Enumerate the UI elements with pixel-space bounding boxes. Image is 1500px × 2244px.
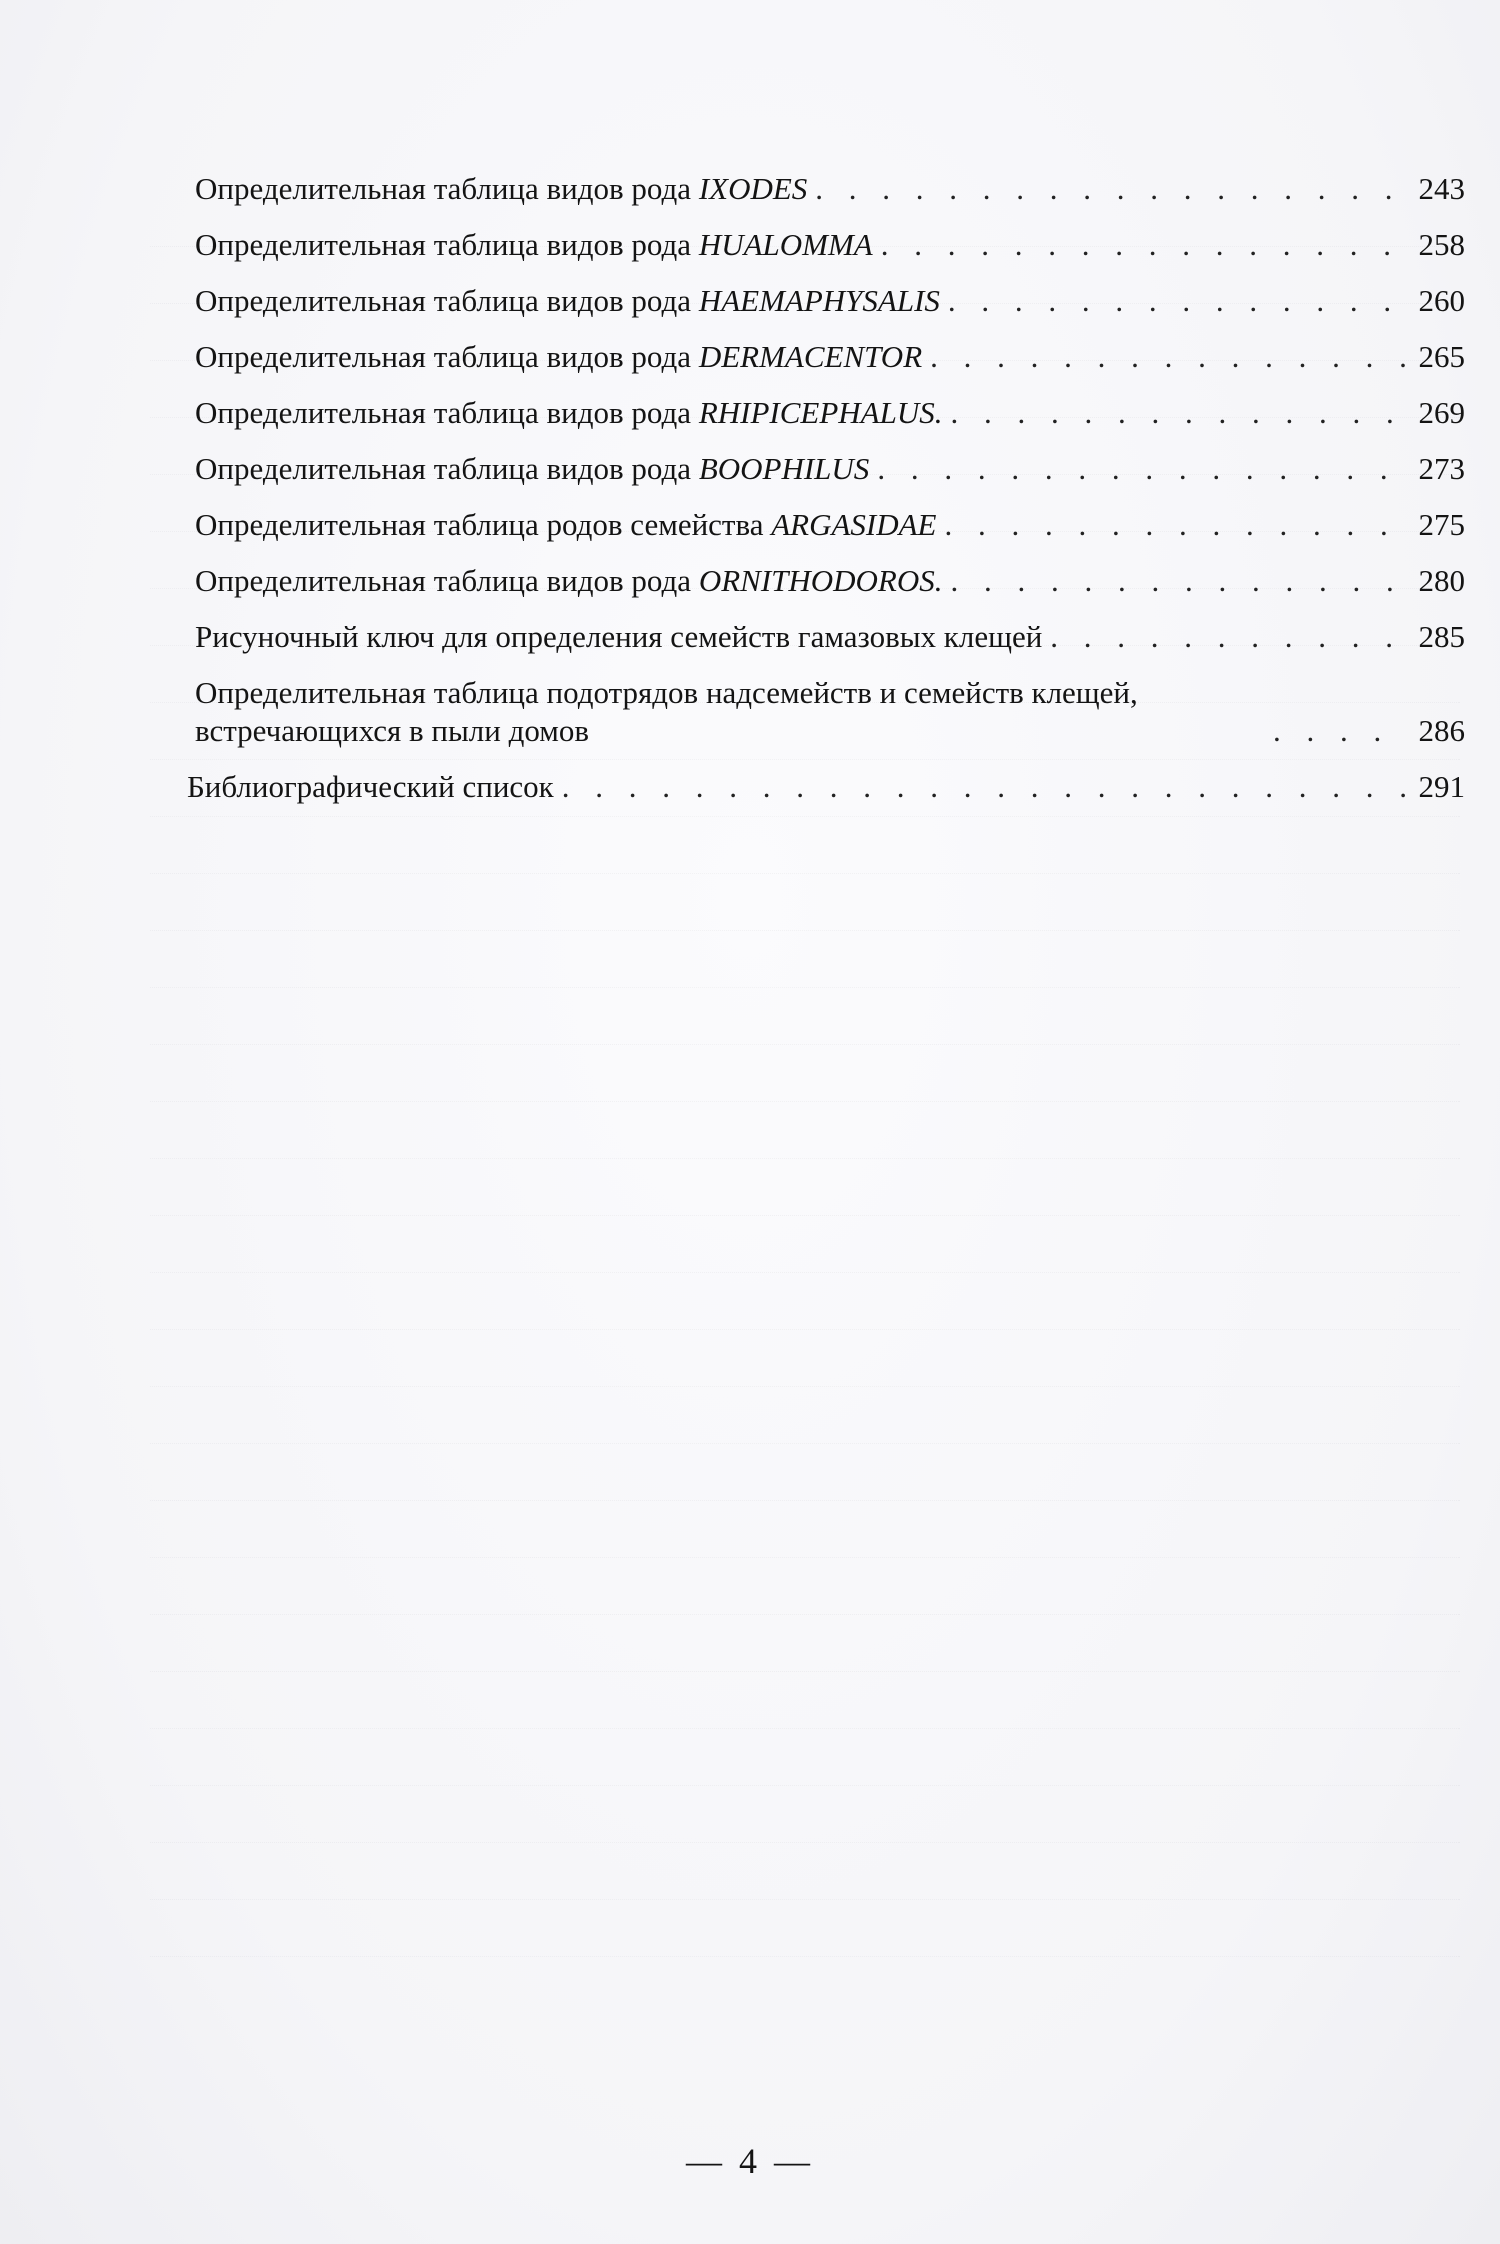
toc-entry-page: 269 [1418, 395, 1465, 430]
toc-entry-title: Определительная таблица видов рода IXODES [195, 171, 808, 206]
table-of-contents [187, 170, 1465, 824]
toc-leader-dots [1273, 712, 1405, 750]
toc-entry[interactable] [195, 674, 1465, 750]
page-number: — 4 — [686, 2141, 814, 2181]
toc-leader-dots [1050, 618, 1405, 656]
toc-leader-dots [562, 768, 1405, 806]
toc-leader-dots [877, 450, 1405, 488]
toc-entry-page: 273 [1418, 451, 1465, 486]
toc-entry-title: Определительная таблица видов рода HAEMAPHYSALIS [195, 283, 940, 318]
toc-entry-page: 275 [1418, 507, 1465, 542]
toc-entry[interactable] [195, 506, 1465, 544]
toc-entry[interactable] [195, 338, 1465, 376]
toc-entry[interactable] [195, 394, 1465, 432]
toc-entry-title: Определительная таблица видов рода ORNITHODOROS. [195, 563, 943, 598]
toc-entry-title: Рисуночный ключ для определения семейств гамазовых клещей [195, 619, 1043, 654]
toc-entry-title: Определительная таблица видов рода HUALOMMA [195, 227, 873, 262]
toc-entry[interactable] [195, 450, 1465, 488]
toc-entry-title: Определительная таблица подотрядов надсемейств и семейств клещей, встречающихся в пыли домов [195, 675, 1138, 748]
toc-entry[interactable] [195, 170, 1465, 208]
toc-entry[interactable] [195, 282, 1465, 320]
toc-leader-dots [881, 226, 1405, 264]
toc-entry-page: 260 [1418, 283, 1465, 318]
toc-entry-title: Определительная таблица видов рода RHIPICEPHALUS. [195, 395, 943, 430]
toc-entry[interactable] [195, 562, 1465, 600]
toc-leader-dots [815, 170, 1405, 208]
toc-entry-bibliography[interactable] [187, 768, 1465, 806]
toc-leader-dots [948, 282, 1405, 320]
toc-entry[interactable] [195, 618, 1465, 656]
toc-entry-page: 291 [1418, 769, 1465, 804]
toc-entry-title: Определительная таблица родов семейства ARGASIDAE [195, 507, 937, 542]
toc-entry-title: Библиографический список [187, 769, 554, 804]
toc-entry-page: 243 [1418, 171, 1465, 206]
toc-entry-page: 258 [1418, 227, 1465, 262]
toc-entry-page: 286 [1418, 713, 1465, 748]
toc-leader-dots [945, 506, 1406, 544]
toc-entry[interactable] [195, 226, 1465, 264]
toc-entry-page: 280 [1418, 563, 1465, 598]
toc-entry-page: 265 [1418, 339, 1465, 374]
toc-entry-page: 285 [1418, 619, 1465, 654]
toc-leader-dots [950, 394, 1405, 432]
toc-leader-dots [930, 338, 1405, 376]
toc-leader-dots [951, 562, 1406, 600]
toc-entry-title: Определительная таблица видов рода DERMACENTOR [195, 339, 923, 374]
toc-entry-title: Определительная таблица видов рода BOOPHILUS [195, 451, 870, 486]
